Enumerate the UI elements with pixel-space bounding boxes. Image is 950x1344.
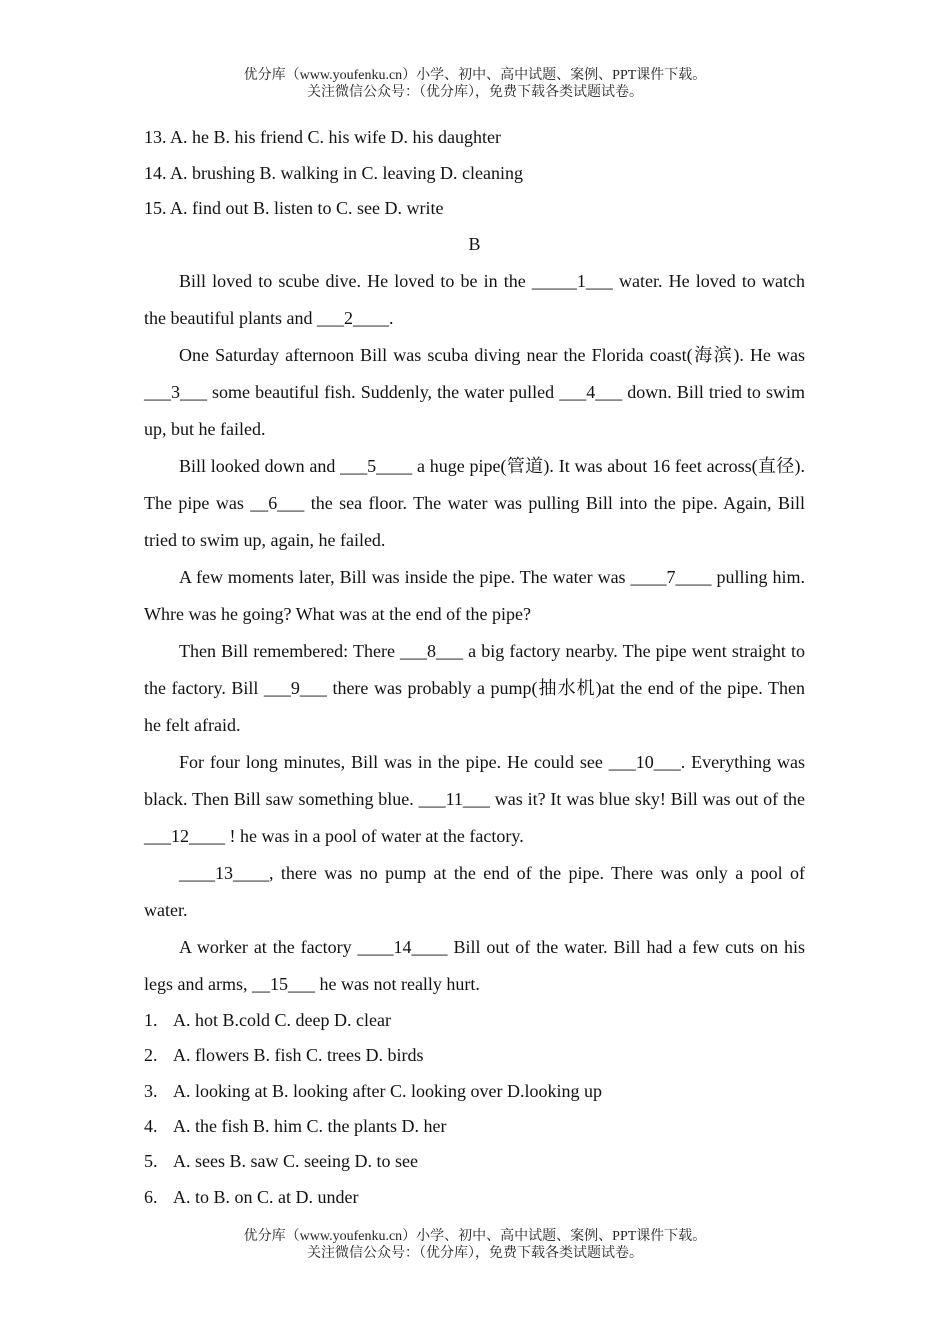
document-body xyxy=(144,120,805,1215)
section-label: B xyxy=(468,234,481,255)
footer-line-2: 关注微信公众号：（优分库），免费下载各类试题试卷。 xyxy=(307,1246,643,1261)
option-number: 5. xyxy=(144,1151,158,1172)
option-number: 4. xyxy=(144,1115,158,1136)
page-footer xyxy=(0,1228,950,1262)
option-choices: A. looking at B. looking after C. looking over D.looking up xyxy=(173,1080,602,1101)
footer-line-1: 优分库（www.youfenku.cn）小学、初中、高中试题、案例、PPT课件下载。 xyxy=(243,1229,707,1244)
passage-paragraph: For four long minutes, Bill was in the pipe. He could see ___10___. Everything was black. Then Bill saw something blue. ___11___ was it? It was blue sky! Bill was out of the ___12____ ! he was in a pool of water at the factory. xyxy=(144,751,805,846)
option-number: 1. xyxy=(144,1009,158,1030)
option-choices: A. sees B. saw C. seeing D. to see xyxy=(173,1151,418,1172)
option-item-5 xyxy=(144,1144,805,1179)
option-number: 6. xyxy=(144,1186,158,1207)
page-header xyxy=(0,67,950,101)
option-item-3 xyxy=(144,1074,805,1109)
question-13-options: 13. A. he B. his friend C. his wife D. his daughter xyxy=(144,127,501,147)
header-line-2: 关注微信公众号：（优分库），免费下载各类试题试卷。 xyxy=(307,85,643,100)
option-item-6 xyxy=(144,1180,805,1215)
option-choices: A. flowers B. fish C. trees D. birds xyxy=(173,1045,424,1066)
question-14-options: 14. A. brushing B. walking in C. leaving D. cleaning xyxy=(144,162,523,183)
passage-paragraph: Then Bill remembered: There ___8___ a big factory nearby. The pipe went straight to the factory. Bill ___9___ there was probably a pump(抽水机)at the end of the pipe. Then he felt afraid. xyxy=(144,640,805,735)
option-item-1 xyxy=(144,1003,805,1038)
passage-paragraph: A few moments later, Bill was inside the pipe. The water was ____7____ pulling him. Whre was he going? What was at the end of the pipe? xyxy=(144,566,805,624)
option-choices: A. to B. on C. at D. under xyxy=(173,1186,359,1207)
passage-paragraph: Bill loved to scube dive. He loved to be in the _____1___ water. He loved to watch the beautiful plants and ___2____. xyxy=(144,270,805,328)
option-choices: A. hot B.cold C. deep D. clear xyxy=(173,1009,391,1030)
passage-paragraph: Bill looked down and ___5____ a huge pipe(管道). It was about 16 feet across(直径). The pipe was __6___ the sea floor. The water was pulling Bill into the pipe. Again, Bill tried to swim up, again, he failed. xyxy=(144,455,805,550)
passage-paragraph: One Saturday afternoon Bill was scuba diving near the Florida coast(海滨). He was ___3___ some beautiful fish. Suddenly, the water pulled ___4___ down. Bill tried to swim up, but he failed. xyxy=(144,344,805,439)
option-item-2 xyxy=(144,1038,805,1073)
option-choices: A. the fish B. him C. the plants D. her xyxy=(173,1115,447,1136)
header-line-1: 优分库（www.youfenku.cn）小学、初中、高中试题、案例、PPT课件下载。 xyxy=(243,68,707,83)
option-number: 3. xyxy=(144,1080,158,1101)
option-number: 2. xyxy=(144,1045,158,1066)
passage-paragraph: ____13____, there was no pump at the end of the pipe. There was only a pool of water. xyxy=(144,862,805,920)
question-15-options: 15. A. find out B. listen to C. see D. write xyxy=(144,198,444,219)
option-item-4 xyxy=(144,1109,805,1144)
passage-paragraph: A worker at the factory ____14____ Bill out of the water. Bill had a few cuts on his legs and arms, __15___ he was not really hurt. xyxy=(144,936,805,994)
